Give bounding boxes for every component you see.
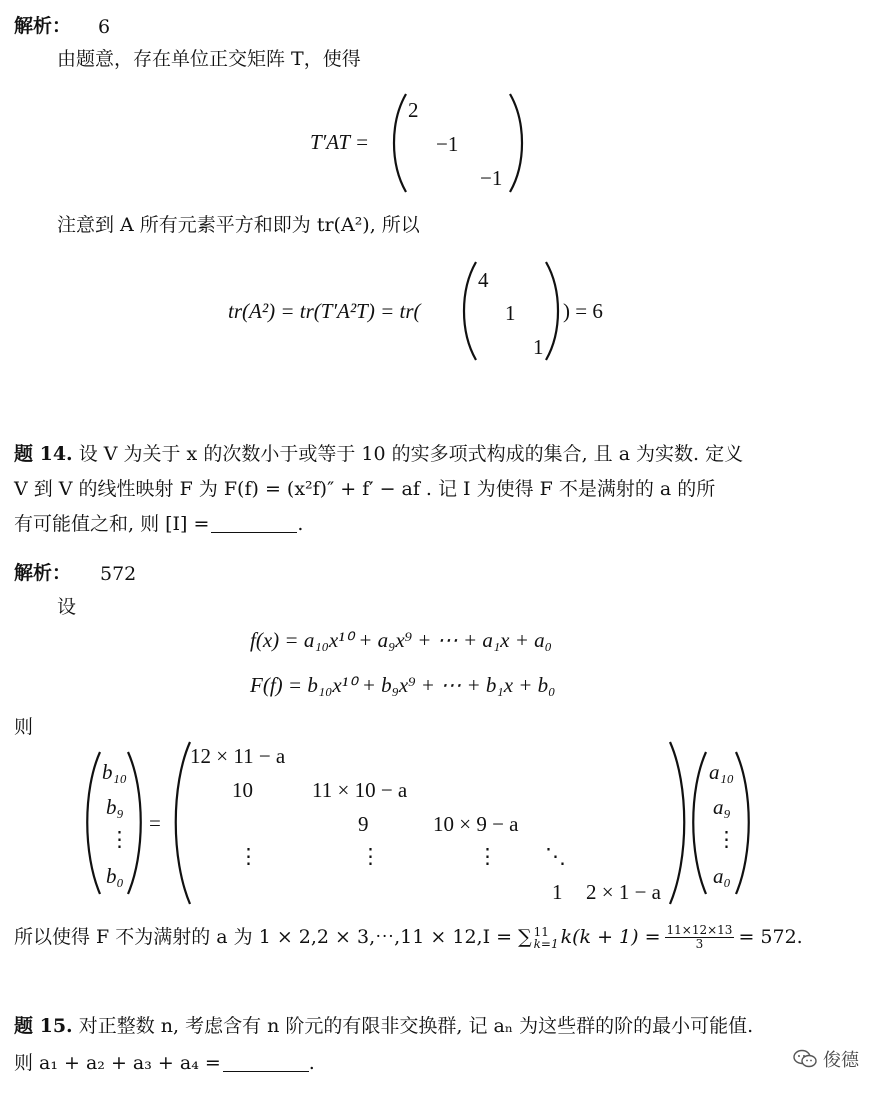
right-paren	[544, 260, 558, 362]
matrix-entry: ⋮	[360, 844, 381, 868]
matrix-entry: 12 × 11 − a	[190, 744, 286, 768]
vector-entry: ⋮	[716, 827, 737, 851]
question-text: 设 V 为关于 x 的次数小于或等于 10 的实多项式构成的集合, 且 a 为实数. 定义	[78, 443, 744, 465]
question-text: V 到 V 的线性映射 F 为 F(f) = (x²f)″ + f′ − af . 记 I 为使得 F 不是满射的 a 的所	[14, 478, 716, 500]
matrix-entry: ⋮	[477, 844, 498, 868]
matrix-entry: −1	[480, 166, 503, 190]
conclusion-text: k(k + 1) =	[560, 926, 661, 949]
fraction-numerator: 11×12×13	[666, 923, 733, 937]
equation-f: f(x) = a₁₀x¹⁰ + a₉x⁹ + ⋯ + a₁x + a₀	[250, 628, 552, 652]
conclusion-text: = 572.	[738, 926, 803, 949]
wechat-icon	[793, 1049, 817, 1069]
answer-blank	[211, 514, 297, 533]
question-line	[14, 514, 303, 534]
question-line	[14, 445, 743, 464]
left-paren	[394, 92, 408, 194]
vector-entry: a₉	[713, 795, 731, 819]
fraction-denominator: 3	[695, 937, 704, 952]
right-paren	[734, 750, 748, 896]
sum-limits	[534, 926, 559, 950]
question-text: 则 a₁ + a₂ + a₃ + a₄ =	[14, 1052, 221, 1074]
left-paren	[464, 260, 478, 362]
vector-entry: b₉	[106, 795, 124, 819]
equation-lhs: tr(A²) = tr(T′A²T) = tr(	[228, 299, 421, 323]
matrix-entry: 1	[533, 335, 544, 359]
matrix-entry: ⋱	[545, 844, 566, 868]
matrix-entry: 11 × 10 − a	[312, 778, 408, 802]
question-line	[14, 1053, 315, 1073]
sum-upper: 11	[533, 924, 549, 939]
equation-rhs: ) = 6	[563, 299, 603, 323]
matrix-entry: −1	[436, 132, 459, 156]
sum-lower: k=1	[533, 936, 559, 951]
left-paren	[88, 750, 102, 896]
watermark-text: 俊德	[823, 1050, 859, 1071]
solution-text: 由题意，存在单位正交矩阵 T，使得	[57, 48, 361, 70]
vector-entry: b₀	[106, 864, 124, 888]
matrix-entry: 10 × 9 − a	[433, 812, 519, 836]
vector-entry: a₁₀	[709, 760, 735, 784]
solution-label: 解析：	[14, 562, 72, 584]
left-paren	[694, 750, 708, 896]
equals-sign: =	[149, 811, 161, 835]
fraction	[665, 924, 735, 951]
solution-answer: 572	[100, 563, 137, 585]
right-paren	[668, 740, 684, 906]
watermark	[793, 1046, 859, 1072]
vector-entry: ⋮	[109, 827, 130, 851]
equation-F: F(f) = b₁₀x¹⁰ + b₉x⁹ + ⋯ + b₁x + b₀	[250, 673, 556, 697]
matrix-entry: 1	[552, 880, 563, 904]
solution-text: 则	[14, 716, 34, 738]
matrix-entry: 2 × 1 − a	[586, 880, 662, 904]
matrix-entry: 1	[505, 301, 516, 325]
solution-answer: 6	[98, 16, 111, 38]
right-paren	[508, 92, 522, 194]
matrix-entry: 9	[358, 812, 369, 836]
answer-blank	[223, 1053, 309, 1072]
solution-text: 注意到 A 所有元素平方和即为 tr(A²), 所以	[57, 214, 420, 236]
equation-lhs: T′AT =	[310, 130, 370, 154]
solution-text: 设	[57, 596, 77, 618]
punctuation: .	[297, 513, 304, 535]
matrix-entry: ⋮	[238, 844, 259, 868]
matrix-entry: 4	[478, 268, 489, 292]
punctuation: .	[308, 1052, 315, 1074]
vector-entry: a₀	[713, 864, 731, 888]
solution-label: 解析：	[14, 15, 72, 37]
question-label: 题 15.	[14, 1015, 73, 1037]
question-text: 有可能值之和, 则 [I] =	[14, 513, 210, 535]
matrix-entry: 10	[232, 778, 253, 802]
right-paren	[126, 750, 140, 896]
question-label: 题 14.	[14, 443, 73, 465]
question-text: 对正整数 n, 考虑含有 n 阶元的有限非交换群, 记 aₙ 为这些群的阶的最小可能值.	[78, 1015, 754, 1037]
conclusion-text: 所以使得 F 不为满射的 a 为 1 × 2,2 × 3,⋯,11 × 12,I = ∑	[14, 926, 532, 949]
matrix-entry: 2	[408, 98, 419, 122]
question-line	[14, 1017, 753, 1036]
vector-entry: b₁₀	[102, 760, 128, 784]
solution-conclusion	[14, 924, 803, 951]
